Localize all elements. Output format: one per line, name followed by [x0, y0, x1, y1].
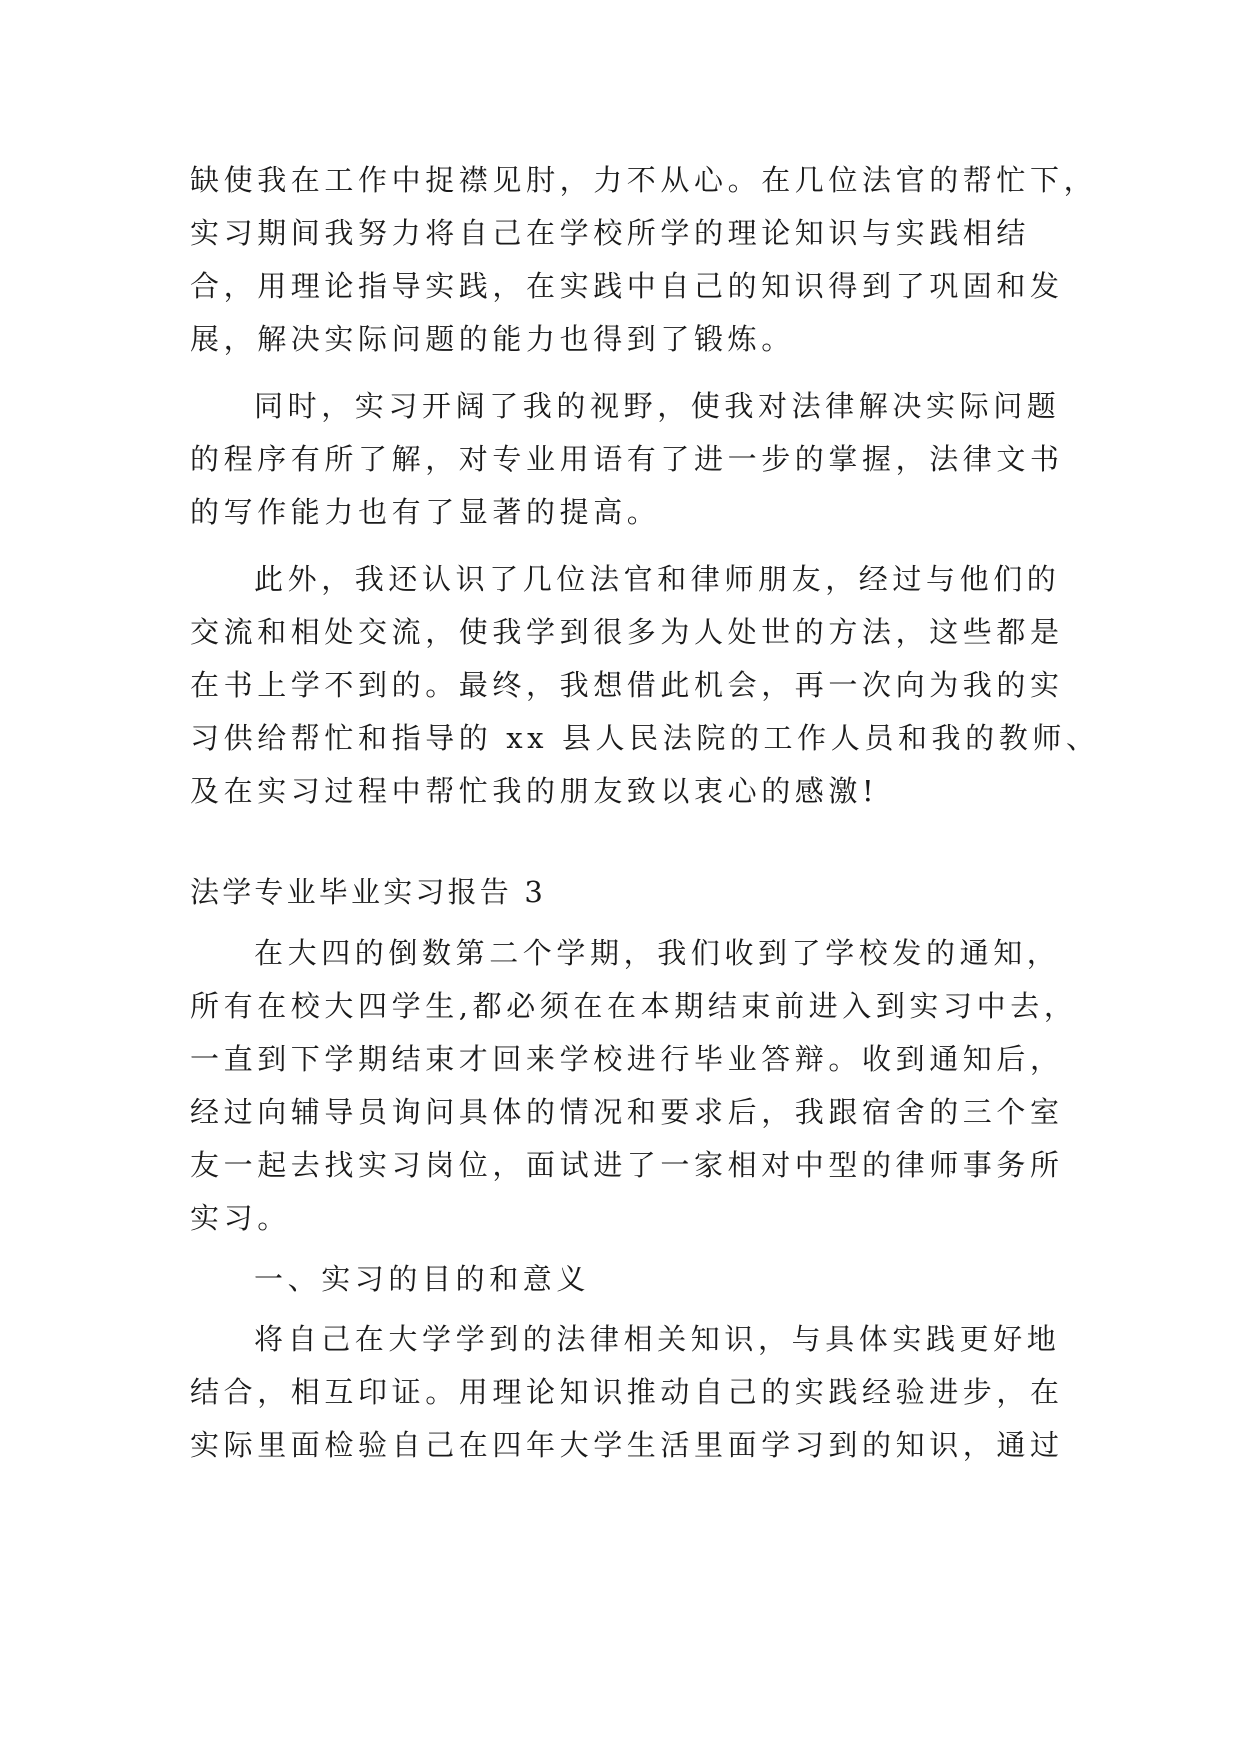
paragraph-line: 合，用理论指导实践，在实践中自己的知识得到了巩固和发: [190, 269, 1064, 303]
paragraph-line: 实际里面检验自己在四年大学生活里面学习到的知识，通过: [190, 1428, 1064, 1462]
paragraph-line: 展，解决实际问题的能力也得到了锻炼。: [190, 322, 795, 356]
paragraph-line: 在大四的倒数第二个学期，我们收到了学校发的通知，: [254, 936, 1061, 970]
section-heading: 法学专业毕业实习报告 3: [190, 875, 547, 909]
paragraph-line: 的写作能力也有了显著的提高。: [190, 495, 661, 529]
paragraph-line: 交流和相处交流，使我学到很多为人处世的方法，这些都是: [190, 615, 1064, 649]
paragraph-line: 所有在校大四学生,都必须在在本期结束前进入到实习中去，: [190, 989, 1078, 1023]
paragraph-line: 同时，实习开阔了我的视野，使我对法律解决实际问题: [254, 389, 1061, 423]
paragraph-line: 经过向辅导员询问具体的情况和要求后，我跟宿舍的三个室: [190, 1095, 1064, 1129]
paragraph-line: 实习。: [190, 1201, 291, 1235]
paragraph-line: 将自己在大学学到的法律相关知识，与具体实践更好地: [254, 1322, 1061, 1356]
paragraph-line: 及在实习过程中帮忙我的朋友致以衷心的感激!: [190, 774, 879, 808]
paragraph-line: 的程序有所了解，对专业用语有了进一步的掌握，法律文书: [190, 442, 1064, 476]
paragraph-line: 在书上学不到的。最终，我想借此机会，再一次向为我的实: [190, 668, 1064, 702]
paragraph-line: 实习期间我努力将自己在学校所学的理论知识与实践相结: [190, 216, 1031, 250]
paragraph-line: 友一起去找实习岗位，面试进了一家相对中型的律师事务所: [190, 1148, 1064, 1182]
subsection-heading: 一、实习的目的和意义: [254, 1262, 591, 1296]
paragraph-line: 此外，我还认识了几位法官和律师朋友，经过与他们的: [254, 562, 1061, 596]
paragraph-line: 一直到下学期结束才回来学校进行毕业答辩。收到通知后，: [190, 1042, 1064, 1076]
paragraph-line: 缺使我在工作中捉襟见肘，力不从心。在几位法官的帮忙下，: [190, 163, 1098, 197]
paragraph-line: 习供给帮忙和指导的 xx 县人民法院的工作人员和我的教师、: [190, 721, 1100, 755]
paragraph-line: 结合，相互印证。用理论知识推动自己的实践经验进步，在: [190, 1375, 1064, 1409]
